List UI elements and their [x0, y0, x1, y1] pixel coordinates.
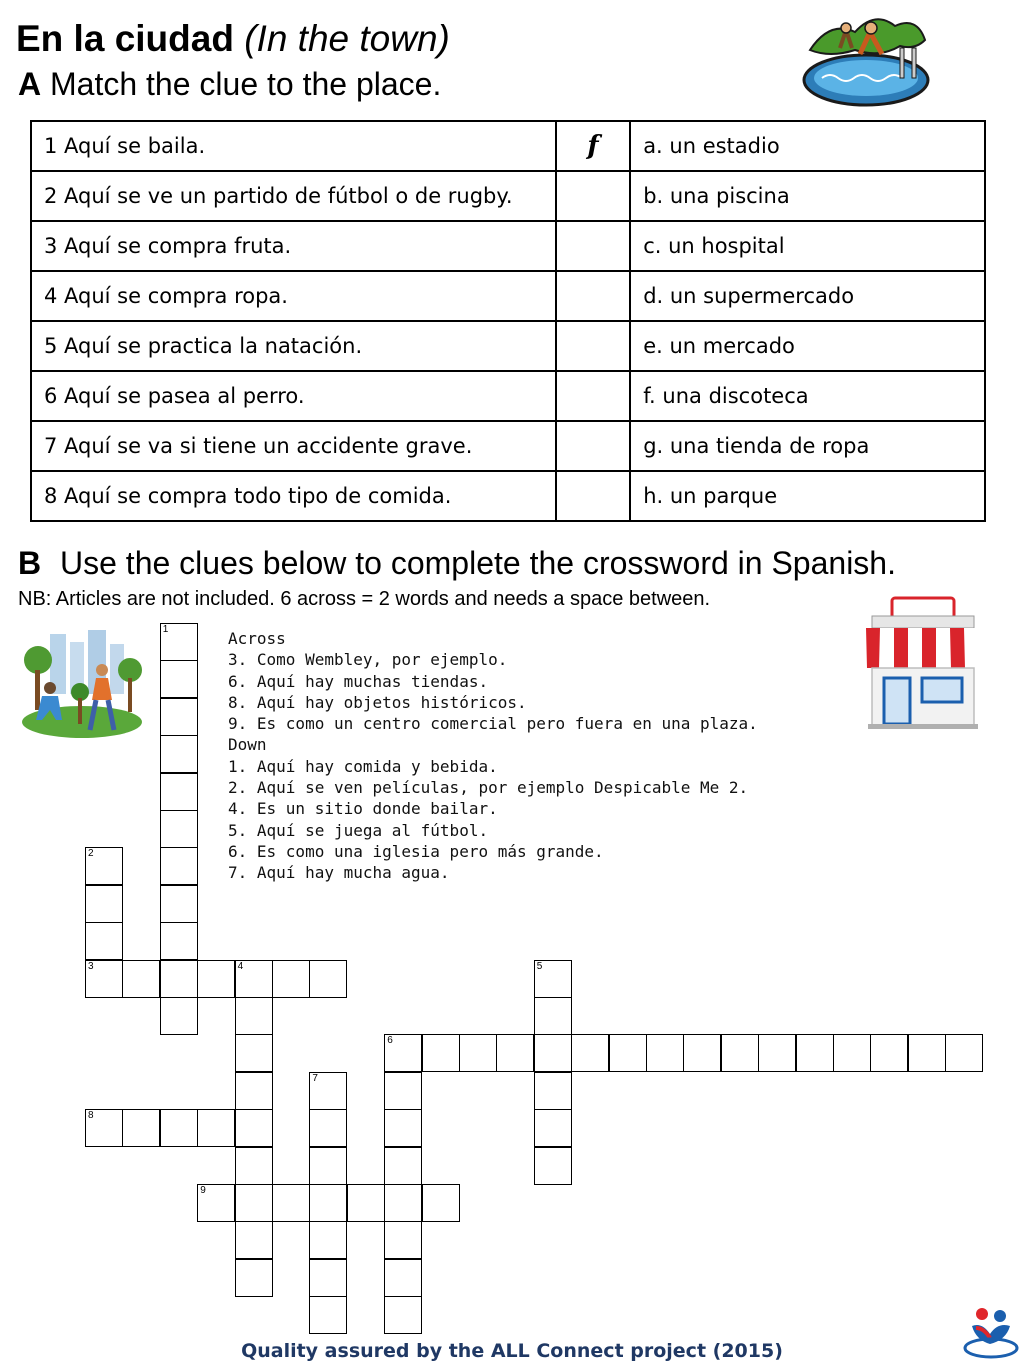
crossword-clue-number: 8 — [88, 1110, 94, 1122]
section-b-letter: B — [18, 545, 42, 581]
crossword-cell[interactable] — [235, 1184, 273, 1222]
match-answer-box[interactable] — [556, 321, 631, 371]
match-place: e. un mercado — [630, 321, 985, 371]
crossword-cell[interactable] — [272, 960, 310, 998]
match-row — [31, 121, 985, 171]
crossword-cell[interactable] — [309, 1259, 347, 1297]
match-row — [31, 221, 985, 271]
crossword-cell[interactable] — [309, 1296, 347, 1334]
crossword-cell[interactable] — [235, 1072, 273, 1110]
match-answer-box[interactable] — [556, 221, 631, 271]
park-gardening-clipart-icon — [20, 630, 144, 740]
crossword-cell[interactable] — [609, 1034, 647, 1072]
section-a-letter: A — [18, 66, 42, 102]
crossword-cell[interactable] — [85, 1109, 123, 1147]
down-clue: 5. Aquí se juega al fútbol. — [228, 820, 489, 840]
match-answer-box[interactable] — [556, 271, 631, 321]
match-answer-box[interactable] — [556, 421, 631, 471]
crossword-cell[interactable] — [160, 623, 198, 661]
crossword-cell[interactable] — [235, 1221, 273, 1259]
match-row — [31, 471, 985, 521]
match-answer-box[interactable] — [556, 471, 631, 521]
crossword-cell[interactable] — [309, 960, 347, 998]
crossword-cell[interactable] — [235, 1109, 273, 1147]
match-row — [31, 421, 985, 471]
crossword-cell[interactable] — [646, 1034, 684, 1072]
crossword-cell[interactable] — [459, 1034, 497, 1072]
crossword-clue-number: 1 — [162, 624, 169, 635]
all-connect-logo-icon — [962, 1304, 1020, 1360]
match-clue: 7 Aquí se va si tiene un accidente grave. — [31, 421, 556, 471]
match-row — [31, 371, 985, 421]
match-place: d. un supermercado — [630, 271, 985, 321]
crossword-cell[interactable] — [422, 1034, 460, 1072]
down-clue: 6. Es como una iglesia pero más grande. — [228, 841, 604, 861]
crossword-cell[interactable] — [721, 1034, 759, 1072]
crossword-cell[interactable] — [347, 1184, 385, 1222]
crossword-cell[interactable] — [160, 922, 198, 960]
crossword-cell[interactable] — [309, 1147, 347, 1185]
crossword-cell[interactable] — [534, 960, 572, 998]
down-heading: Down — [228, 735, 267, 755]
across-clue: 9. Es como un centro comercial pero fuera en una plaza. — [228, 714, 758, 734]
footer-credit: Quality assured by the ALL Connect project (2015) — [241, 1340, 783, 1362]
title-sub: (In the town) — [244, 18, 450, 59]
crossword-clue-number: 2 — [88, 848, 94, 860]
crossword-cell[interactable] — [85, 885, 123, 923]
crossword-cell[interactable] — [384, 1034, 422, 1072]
shop-storefront-icon — [862, 596, 984, 730]
crossword-cell[interactable] — [534, 997, 572, 1035]
match-place: f. una discoteca — [630, 371, 985, 421]
crossword-cell[interactable] — [160, 735, 198, 773]
across-clue: 3. Como Wembley, por ejemplo. — [228, 650, 508, 670]
matching-table — [30, 120, 986, 522]
crossword-cell[interactable] — [534, 1072, 572, 1110]
crossword-cell[interactable] — [160, 1109, 198, 1147]
crossword-cell[interactable] — [309, 1109, 347, 1147]
crossword-cell[interactable] — [85, 847, 123, 885]
crossword-cell[interactable] — [758, 1034, 796, 1072]
across-heading: Across — [228, 629, 286, 648]
crossword-clue-number: 4 — [237, 960, 244, 972]
crossword-cell[interactable] — [235, 960, 273, 998]
crossword-clue-number: 3 — [88, 960, 94, 972]
section-b-note: NB: Articles are not included. 6 across = 2 words and needs a space between. — [18, 588, 711, 610]
section-b-heading — [18, 545, 896, 582]
crossword-cell[interactable] — [870, 1034, 908, 1072]
match-clue: 6 Aquí se pasea al perro. — [31, 371, 556, 421]
crossword-cell[interactable] — [160, 960, 198, 998]
match-answer-box[interactable]: f — [556, 121, 631, 171]
crossword-cell[interactable] — [534, 1109, 572, 1147]
crossword-cell[interactable] — [122, 960, 160, 998]
match-place: g. una tienda de ropa — [630, 421, 985, 471]
crossword-clues — [228, 628, 758, 884]
crossword-cell[interactable] — [160, 885, 198, 923]
match-place: b. una piscina — [630, 171, 985, 221]
crossword-cell[interactable] — [833, 1034, 871, 1072]
section-a-heading — [18, 66, 441, 103]
match-row — [31, 271, 985, 321]
crossword-cell[interactable] — [571, 1034, 609, 1072]
match-place: c. un hospital — [630, 221, 985, 271]
crossword-cell[interactable] — [534, 1034, 572, 1072]
match-clue: 2 Aquí se ve un partido de fútbol o de rugby. — [31, 171, 556, 221]
crossword-cell[interactable] — [272, 1184, 310, 1222]
crossword-cell[interactable] — [235, 997, 273, 1035]
across-clue: 6. Aquí hay muchas tiendas. — [228, 671, 489, 691]
crossword-cell[interactable] — [683, 1034, 721, 1072]
page-title — [16, 18, 450, 60]
crossword-cell[interactable] — [496, 1034, 534, 1072]
crossword-cell[interactable] — [945, 1034, 983, 1072]
across-clue: 8. Aquí hay objetos históricos. — [228, 692, 527, 712]
crossword-cell[interactable] — [235, 1034, 273, 1072]
match-clue: 4 Aquí se compra ropa. — [31, 271, 556, 321]
crossword-cell[interactable] — [309, 1072, 347, 1110]
crossword-cell[interactable] — [384, 1259, 422, 1297]
crossword-cell[interactable] — [908, 1034, 946, 1072]
crossword-cell[interactable] — [160, 810, 198, 848]
crossword-cell[interactable] — [85, 922, 123, 960]
section-a-instruction: Match the clue to the place. — [50, 66, 442, 102]
match-clue: 8 Aquí se compra todo tipo de comida. — [31, 471, 556, 521]
match-clue: 3 Aquí se compra fruta. — [31, 221, 556, 271]
crossword-cell[interactable] — [534, 1147, 572, 1185]
crossword-cell[interactable] — [160, 997, 198, 1035]
crossword-cell[interactable] — [384, 1147, 422, 1185]
crossword-cell[interactable] — [422, 1184, 460, 1222]
match-clue: 5 Aquí se practica la natación. — [31, 321, 556, 371]
match-place: a. un estadio — [630, 121, 985, 171]
crossword-cell[interactable] — [160, 698, 198, 736]
crossword-cell[interactable] — [235, 1259, 273, 1297]
down-clue: 2. Aquí se ven películas, por ejemplo Despicable Me 2. — [228, 778, 749, 798]
match-answer-box[interactable] — [556, 171, 631, 221]
crossword-cell[interactable] — [384, 1072, 422, 1110]
swimming-pool-clipart-icon — [800, 8, 932, 108]
crossword-cell[interactable] — [384, 1184, 422, 1222]
crossword-cell[interactable] — [384, 1221, 422, 1259]
crossword-cell[interactable] — [197, 960, 235, 998]
section-b-instruction: Use the clues below to complete the crossword in Spanish. — [60, 545, 896, 581]
crossword-cell[interactable] — [309, 1184, 347, 1222]
title-main: En la ciudad — [16, 18, 234, 59]
match-row — [31, 321, 985, 371]
crossword-cell[interactable] — [160, 773, 198, 811]
crossword-clue-number: 6 — [387, 1035, 393, 1047]
crossword-clue-number: 9 — [200, 1185, 206, 1196]
crossword-cell[interactable] — [122, 1109, 160, 1147]
down-clue: 7. Aquí hay mucha agua. — [228, 863, 450, 883]
down-clue: 4. Es un sitio donde bailar. — [228, 799, 498, 819]
match-row — [31, 171, 985, 221]
crossword-cell[interactable] — [197, 1109, 235, 1147]
crossword-cell[interactable] — [384, 1109, 422, 1147]
crossword-cell[interactable] — [384, 1296, 422, 1334]
crossword-clue-number: 7 — [312, 1072, 318, 1084]
match-place: h. un parque — [630, 471, 985, 521]
down-clue: 1. Aquí hay comida y bebida. — [228, 756, 498, 776]
crossword-cell[interactable] — [796, 1034, 834, 1072]
crossword-cell[interactable] — [235, 1147, 273, 1185]
match-clue: 1 Aquí se baila. — [31, 121, 556, 171]
crossword-cell[interactable] — [85, 960, 123, 998]
crossword-cell[interactable] — [160, 660, 198, 698]
crossword-clue-number: 5 — [536, 960, 543, 972]
crossword-cell[interactable] — [309, 1221, 347, 1259]
match-answer-box[interactable] — [556, 371, 631, 421]
crossword-cell[interactable] — [197, 1184, 235, 1222]
crossword-cell[interactable] — [160, 847, 198, 885]
